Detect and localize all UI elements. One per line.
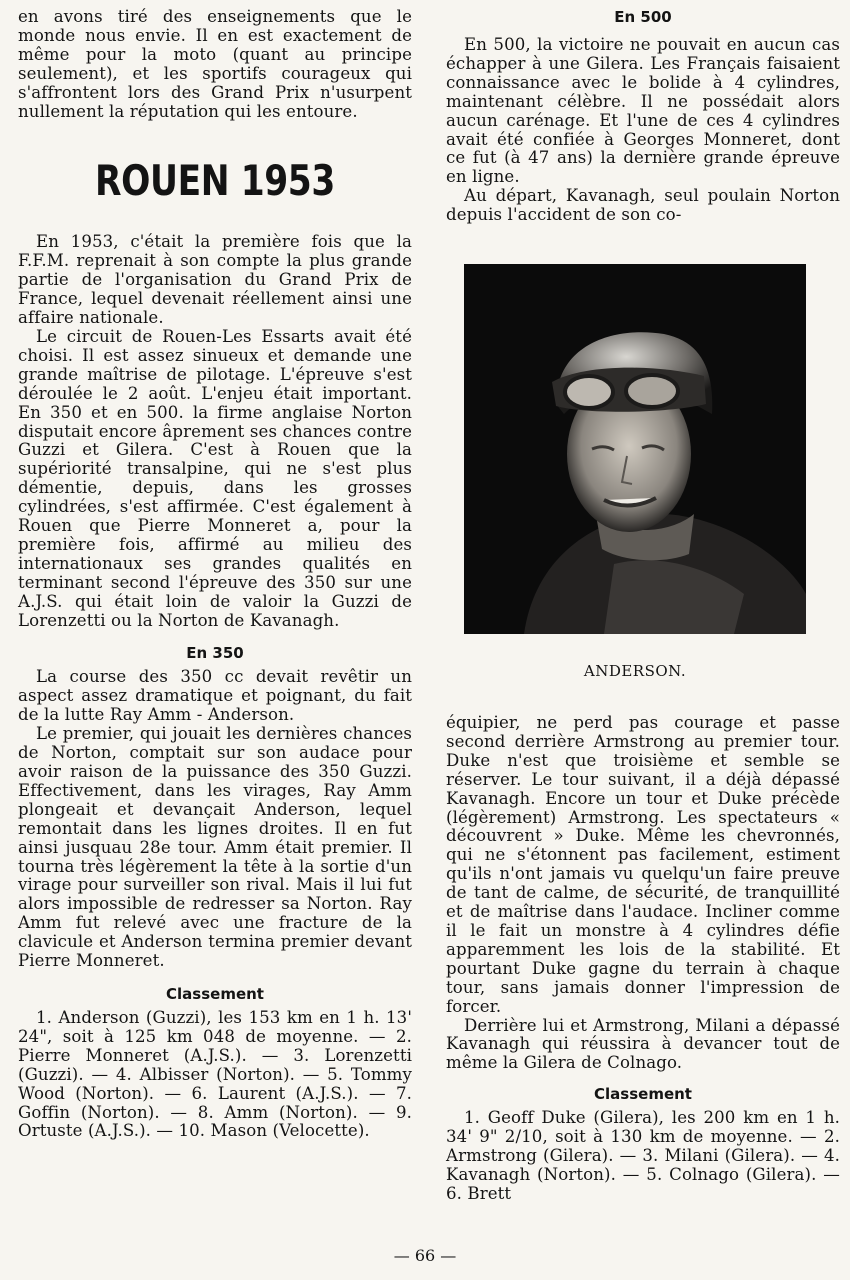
classement-500: 1. Geoff Duke (Gilera), les 200 km en 1 h. 34' 9" 2/10, soit à 130 km de moyenne. — 2. Armstrong (Gilera). — 3. Milani (Gilera). — 4. Kavanagh (Norton). — 5. Colnago (Gilera). — 6. Brett — [446, 1108, 840, 1203]
paragraph-depart: Au départ, Kavanagh, seul poulain Norton depuis l'accident de son co- — [446, 186, 840, 225]
paragraph-amm: Le premier, qui jouait les dernières chances de Norton, comptait sur son audace pour avoir raison de la puissance des 350 Guzzi. Effectivement, dans les virages, Ray Amm plongeait et devançait Anderson, lequel remontait dans les lignes droites. Il en fut ainsi jusquau 28e tour. Amm était premier. Il tourna très légèrement la tête à la sortie d'un virage pour surveiller son rival. Mais il lui fut alors impossible de redresser sa Norton. Ray Amm fut relevé avec une fracture de la clavicule et Anderson termina premier devant Pierre Monneret. — [18, 724, 412, 971]
rider-portrait-image — [464, 264, 806, 634]
classement-350: 1. Anderson (Guzzi), les 153 km en 1 h. 13' 24", soit à 125 km 048 de moyenne. — 2. Pierre Monneret (A.J.S.). — 3. Lorenzetti (Guzzi). — 4. Albisser (Norton). — 5. Tommy Wood (Norton). — 6. Laurent (A.J.S.). — 7. Goffin (Norton). — 8. Amm (Norton). — 9. Ortuste (A.J.S.). — 10. Mason (Velocette). — [18, 1007, 412, 1141]
paragraph-500: En 500, la victoire ne pouvait en aucun cas échapper à une Gilera. Les Français faisaient connaissance avec le bolide à 4 cylindres, maintenant célèbre. Il ne possédait alors aucun carénage. Et l'une de ces 4 cylindres avait été confiée à Georges Monneret, dont ce fut (à 47 ans) la dernière grande épreuve en ligne. — [446, 35, 840, 187]
paragraph-1953: En 1953, c'était la première fois que la F.F.M. reprenait à son compte la plus grande partie de l'organisation du Grand Prix de France, lequel devenait réellement ainsi une affaire nationale. — [18, 232, 412, 328]
right-column-bottom — [446, 714, 840, 1204]
anderson-photo — [464, 264, 806, 634]
page-number: — 66 — — [393, 1246, 457, 1265]
photo-caption: ANDERSON. — [583, 662, 687, 680]
section-heading-350: En 350 — [186, 644, 244, 663]
right-column-top — [446, 8, 840, 225]
article-title: ROUEN 1953 — [95, 156, 335, 206]
paragraph-circuit: Le circuit de Rouen-Les Essarts avait été choisi. Il est assez sinueux et demande une grande maîtrise de pilotage. L'épreuve s'est déroulée le 2 août. L'enjeu était important. En 350 et en 500. la firme anglaise Norton disputait encore âprement ses chances contre Guzzi et Gilera. C'est à Rouen que la supériorité transalpine, qui ne s'est plus démentie, depuis, dans les grosses cylindrées, s'est affirmée. C'est également à Rouen que Pierre Monneret a, pour la première fois, affirmé au milieu des internationaux ses grandes qualités en terminant second l'épreuve des 350 sur une A.J.S. qui était loin de valoir la Guzzi de Lorenzetti ou la Norton de Kavanagh. — [18, 326, 412, 630]
paragraph-equipier: équipier, ne perd pas courage et passe second derrière Armstrong au premier tour. Duke n'est que troisième et semble se réserver. Le tour suivant, il a déjà dépassé Kavanagh. Encore un tour et Duke précède (légèrement) Armstrong. Les spectateurs « découvrent » Duke. Même les chevronnés, qui ne s'étonnent pas facilement, estiment qu'ils n'ont jamais vu quelqu'un faire preuve de tant de calme, de sécurité, de tranquillité et de maîtrise dans l'audace. Incliner comme il le fait un monstre à 4 cylindres défie apparemment les lois de la stabilité. Et pourtant Duke gagne du terrain à chaque tour, sans jamais donner l'impression de forcer. — [446, 713, 840, 1016]
left-column — [18, 8, 412, 1141]
classement-heading-500: Classement — [594, 1085, 692, 1104]
classement-heading-350: Classement — [166, 984, 264, 1003]
paragraph-milani: Derrière lui et Armstrong, Milani a dépassé Kavanagh qui réussira à devancer tout de même la Gilera de Colnago. — [446, 1015, 840, 1073]
paragraph-course-350: La course des 350 cc devait revêtir un aspect assez dramatique et poignant, du fait de la lutte Ray Amm - Anderson. — [18, 667, 412, 725]
section-heading-500: En 500 — [614, 8, 672, 26]
intro-paragraph: en avons tiré des enseignements que le monde nous envie. Il en est exactement de même pour la moto (quant au principe seulement), et les sportifs courageux qui s'affrontent lors des Grand Prix n'usurpent nullement la réputation qui les entoure. — [18, 7, 412, 121]
